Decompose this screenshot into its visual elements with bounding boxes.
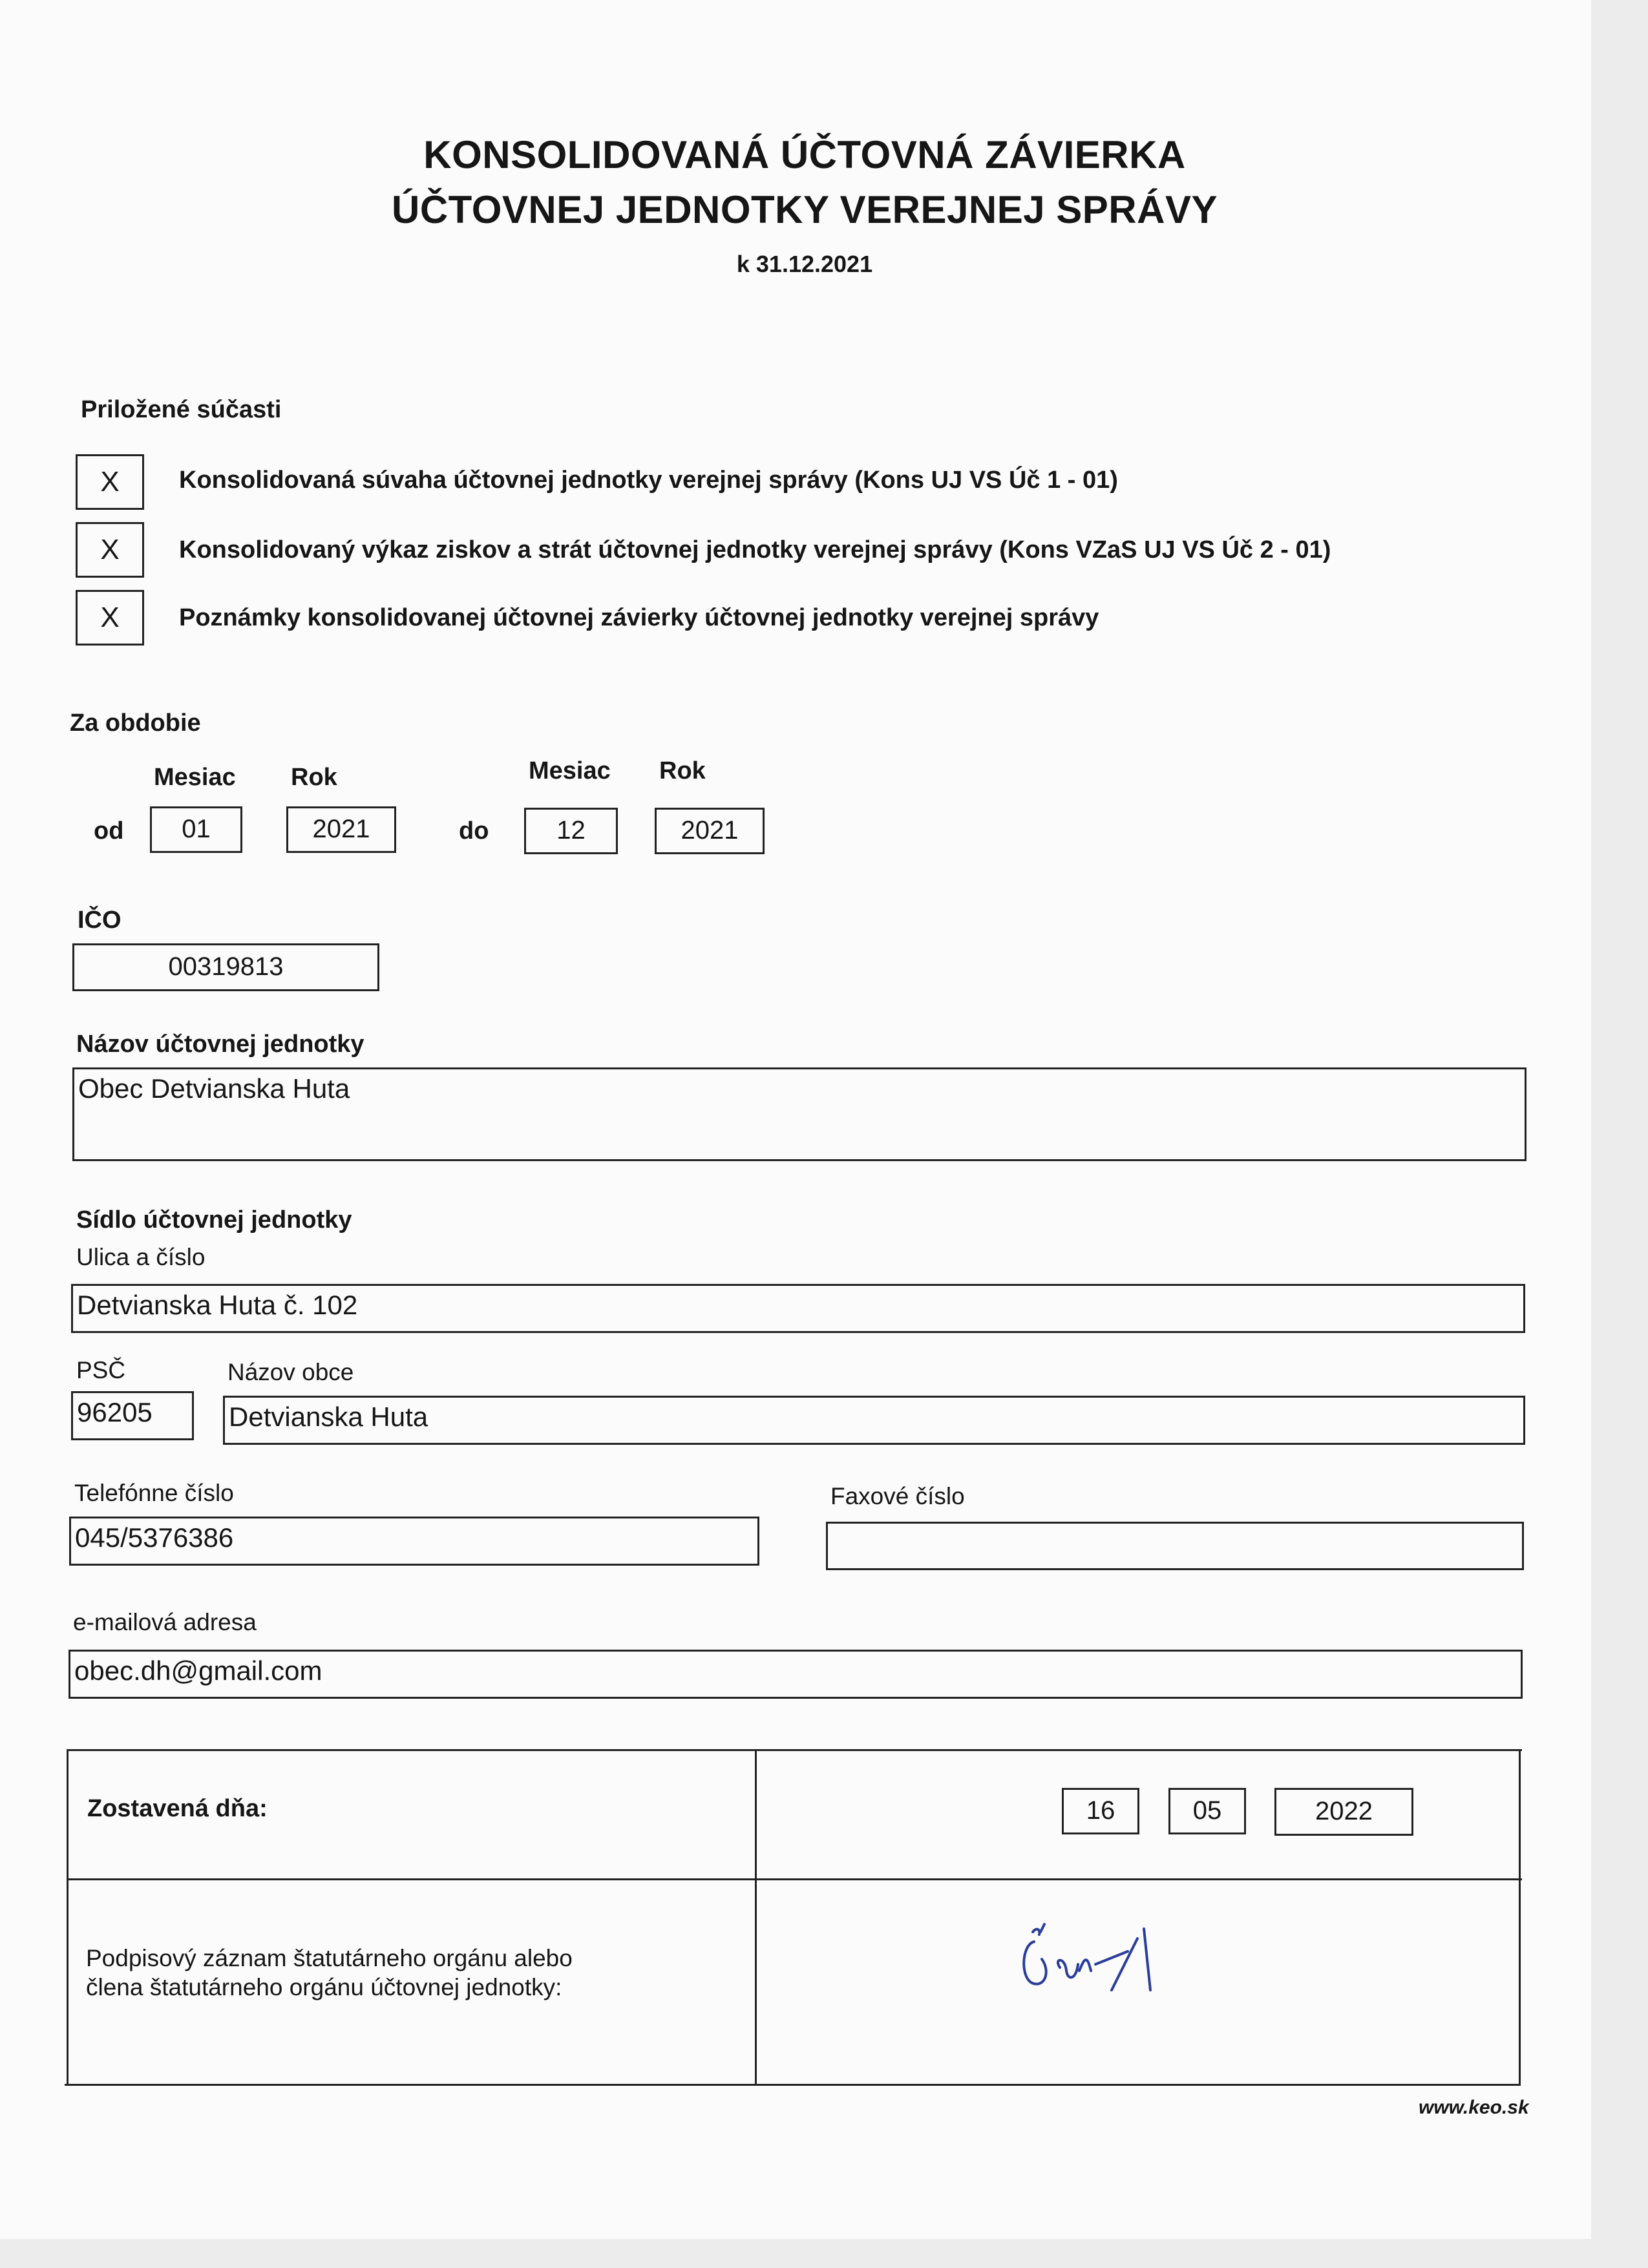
attachment-checkbox-2[interactable]: X [76, 522, 144, 578]
phone-label: Telefónne číslo [74, 1480, 234, 1506]
footer-url: www.keo.sk [1419, 2097, 1529, 2118]
to-label: do [459, 817, 489, 845]
compiled-year-field[interactable]: 2022 [1274, 1788, 1413, 1836]
attachment-checkbox-1[interactable]: X [76, 454, 144, 510]
email-value: obec.dh@gmail.com [74, 1655, 322, 1686]
ico-field[interactable]: 00319813 [72, 943, 379, 991]
ico-label: IČO [78, 907, 121, 934]
to-year-field[interactable]: 2021 [655, 808, 765, 854]
seat-heading: Sídlo účtovnej jednotky [76, 1206, 352, 1234]
signature-mark [1015, 1919, 1183, 2010]
table-top-border [68, 1749, 1522, 1751]
report-date: k 31.12.2021 [736, 251, 873, 277]
attachment-label-2: Konsolidovaný výkaz ziskov a strát účtovnej jednotky verejnej správy (Kons VZaS UJ VS Úč 2 - 01) [179, 536, 1331, 563]
title-line-1: KONSOLIDOVANÁ ÚČTOVNÁ ZÁVIERKA [423, 133, 1186, 176]
compiled-day-field[interactable]: 16 [1062, 1788, 1139, 1834]
psc-field[interactable] [71, 1391, 194, 1440]
table-bottom-border [65, 2084, 1519, 2086]
period-heading: Za obdobie [70, 709, 201, 737]
to-month-label: Mesiac [529, 757, 611, 784]
from-year-field[interactable]: 2021 [286, 806, 396, 853]
psc-value: 96205 [77, 1397, 153, 1427]
entity-name-label: Názov účtovnej jednotky [76, 1031, 364, 1058]
table-center-divider [755, 1749, 757, 2086]
attachment-label-3: Poznámky konsolidovanej účtovnej závierky účtovnej jednotky verejnej správy [179, 604, 1099, 631]
attachment-label-1: Konsolidovaná súvaha účtovnej jednotky verejnej správy (Kons UJ VS Úč 1 - 01) [179, 467, 1118, 494]
from-label: od [94, 817, 124, 845]
email-label: e-mailová adresa [73, 1609, 257, 1635]
table-right-border [1519, 1749, 1521, 2086]
title-line-2: ÚČTOVNEJ JEDNOTKY VEREJNEJ SPRÁVY [392, 188, 1218, 231]
from-month-field[interactable]: 01 [150, 806, 242, 853]
psc-label: PSČ [76, 1357, 126, 1383]
street-value: Detvianska Huta č. 102 [77, 1290, 358, 1320]
from-year-label: Rok [291, 764, 337, 791]
phone-value: 045/5376386 [75, 1522, 234, 1553]
entity-name-value: Obec Detvianska Huta [78, 1073, 350, 1104]
street-field[interactable] [71, 1284, 1525, 1333]
to-month-field[interactable]: 12 [524, 808, 618, 854]
signature-label-line-2: člena štatutárneho orgánu účtovnej jednotky: [86, 1974, 562, 2000]
compiled-month-field[interactable]: 05 [1168, 1788, 1246, 1834]
signature-label-line-1: Podpisový záznam štatutárneho orgánu alebo [86, 1945, 573, 1971]
city-label: Názov obce [227, 1359, 354, 1385]
attachment-checkbox-3[interactable]: X [76, 590, 144, 646]
fax-field[interactable] [826, 1522, 1524, 1570]
entity-name-field[interactable] [72, 1067, 1527, 1161]
table-middle-border [68, 1878, 1522, 1880]
to-year-label: Rok [659, 757, 706, 784]
phone-field[interactable] [69, 1517, 759, 1566]
fax-label: Faxové číslo [830, 1483, 965, 1509]
city-value: Detvianska Huta [229, 1402, 428, 1432]
city-field[interactable] [223, 1396, 1525, 1445]
street-label: Ulica a číslo [76, 1244, 206, 1270]
email-field[interactable] [69, 1650, 1523, 1699]
attachments-heading: Priložené súčasti [81, 396, 282, 423]
from-month-label: Mesiac [154, 764, 236, 791]
compiled-label: Zostavená dňa: [87, 1795, 268, 1822]
table-left-border [67, 1749, 69, 2086]
